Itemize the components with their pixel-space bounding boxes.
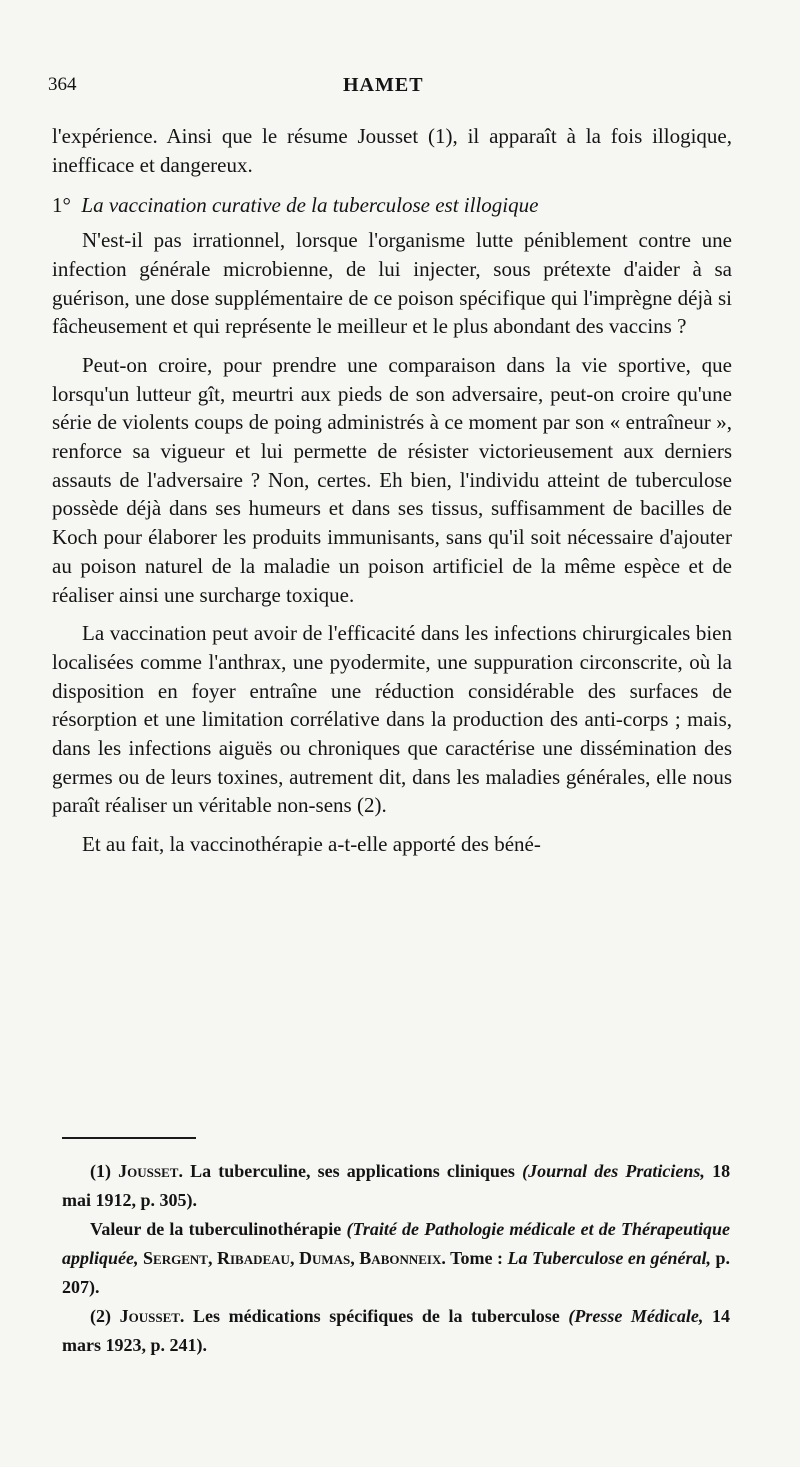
- running-head: HAMET: [343, 74, 424, 96]
- page-number: 364: [48, 74, 77, 95]
- footnote-1b-tome: Tome :: [450, 1248, 503, 1268]
- paragraph-4: Et au fait, la vaccinothérapie a-t-elle apporté des béné-: [82, 832, 541, 857]
- footnote-1-mark: (1): [90, 1161, 111, 1181]
- footnote-1b-page: p. 207).: [62, 1248, 731, 1297]
- footnote-1b-work: (Traité de Pathologie médicale et de Thérapeutique appliquée,: [62, 1219, 731, 1268]
- footnote-1b-authors: Sergent, Ribadeau, Dumas, Babonneix.: [143, 1248, 446, 1268]
- paragraph-3: La vaccination peut avoir de l'efficacité dans les infections chirurgicales bien localisées comme l'anthrax, une pyodermite, une suppuration circonscrite, où la disposition en foyer entraîne une réduction considérable des surfaces de résorption et une limitation corrélative dans la production des anti-corps ; mais, dans les infections aiguës ou chroniques que caractérise une dissémination des germes ou de leurs toxines, autrement dit, dans les maladies générales, elle nous paraît réaliser un véritable non-sens (2).: [52, 621, 732, 818]
- footnote-1b-title: Valeur de la tuberculinothérapie: [90, 1219, 342, 1239]
- footnote-1b: [62, 1215, 730, 1302]
- footnote-2-journal: (Presse Médicale,: [568, 1306, 704, 1326]
- section-heading: [52, 191, 732, 220]
- paragraph-1: N'est-il pas irrationnel, lorsque l'organisme lutte péniblement contre une infection générale microbienne, de lui injecter, sous prétexte d'aider à sa guérison, une dose supplémentaire de ce poison spécifique qui l'imprègne déjà si fâcheusement et qui représente le meilleur et le plus abondant des vaccins ?: [52, 228, 732, 339]
- footnote-1-ref: 18 mai 1912, p. 305).: [62, 1161, 731, 1210]
- footnote-1-author: Jousset.: [118, 1161, 183, 1181]
- footnote-2-ref: 14 mars 1923, p. 241).: [62, 1306, 731, 1355]
- footnote-2-title: Les médications spécifiques de la tuberculose: [193, 1306, 560, 1326]
- footnote-rule: [62, 1137, 196, 1139]
- page-header: [48, 74, 738, 104]
- section-number: 1°: [52, 193, 71, 218]
- footnote-2-mark: (2): [90, 1306, 111, 1326]
- section-title: La vaccination curative de la tuberculose est illogique: [81, 193, 539, 218]
- footnote-2: [62, 1302, 730, 1360]
- footnote-1: [62, 1157, 730, 1215]
- paragraph-2: Peut-on croire, pour prendre une comparaison dans la vie sportive, que lorsqu'un lutteur gît, meurtri aux pieds de son adversaire, peut-on croire qu'une série de violents coups de poing administrés à ce moment par son « entraîneur », renforce sa vigueur et lui permette de résister victorieusement aux derniers assauts de l'adversaire ? Non, certes. Eh bien, l'individu atteint de tuberculose possède déjà dans ses humeurs et dans ses tissus, suffisamment de bacilles de Koch pour élaborer les produits immunisants, sans qu'il soit nécessaire d'ajouter au poison naturel de la maladie un poison artificiel de la même espèce et de réaliser ainsi une surcharge toxique.: [52, 352, 732, 607]
- footnote-2-author: Jousset.: [119, 1306, 185, 1326]
- footnote-1-journal: (Journal des Praticiens,: [522, 1161, 705, 1181]
- footnotes: [62, 1157, 730, 1360]
- footnote-1b-volume: La Tuberculose en général,: [507, 1248, 711, 1268]
- footnote-1-title: La tuberculine, ses applications cliniques: [190, 1161, 515, 1181]
- body-text: [52, 122, 732, 859]
- intro-paragraph: l'expérience. Ainsi que le résume Jousset (1), il apparaît à la fois illogique, inefficace et dangereux.: [52, 124, 732, 177]
